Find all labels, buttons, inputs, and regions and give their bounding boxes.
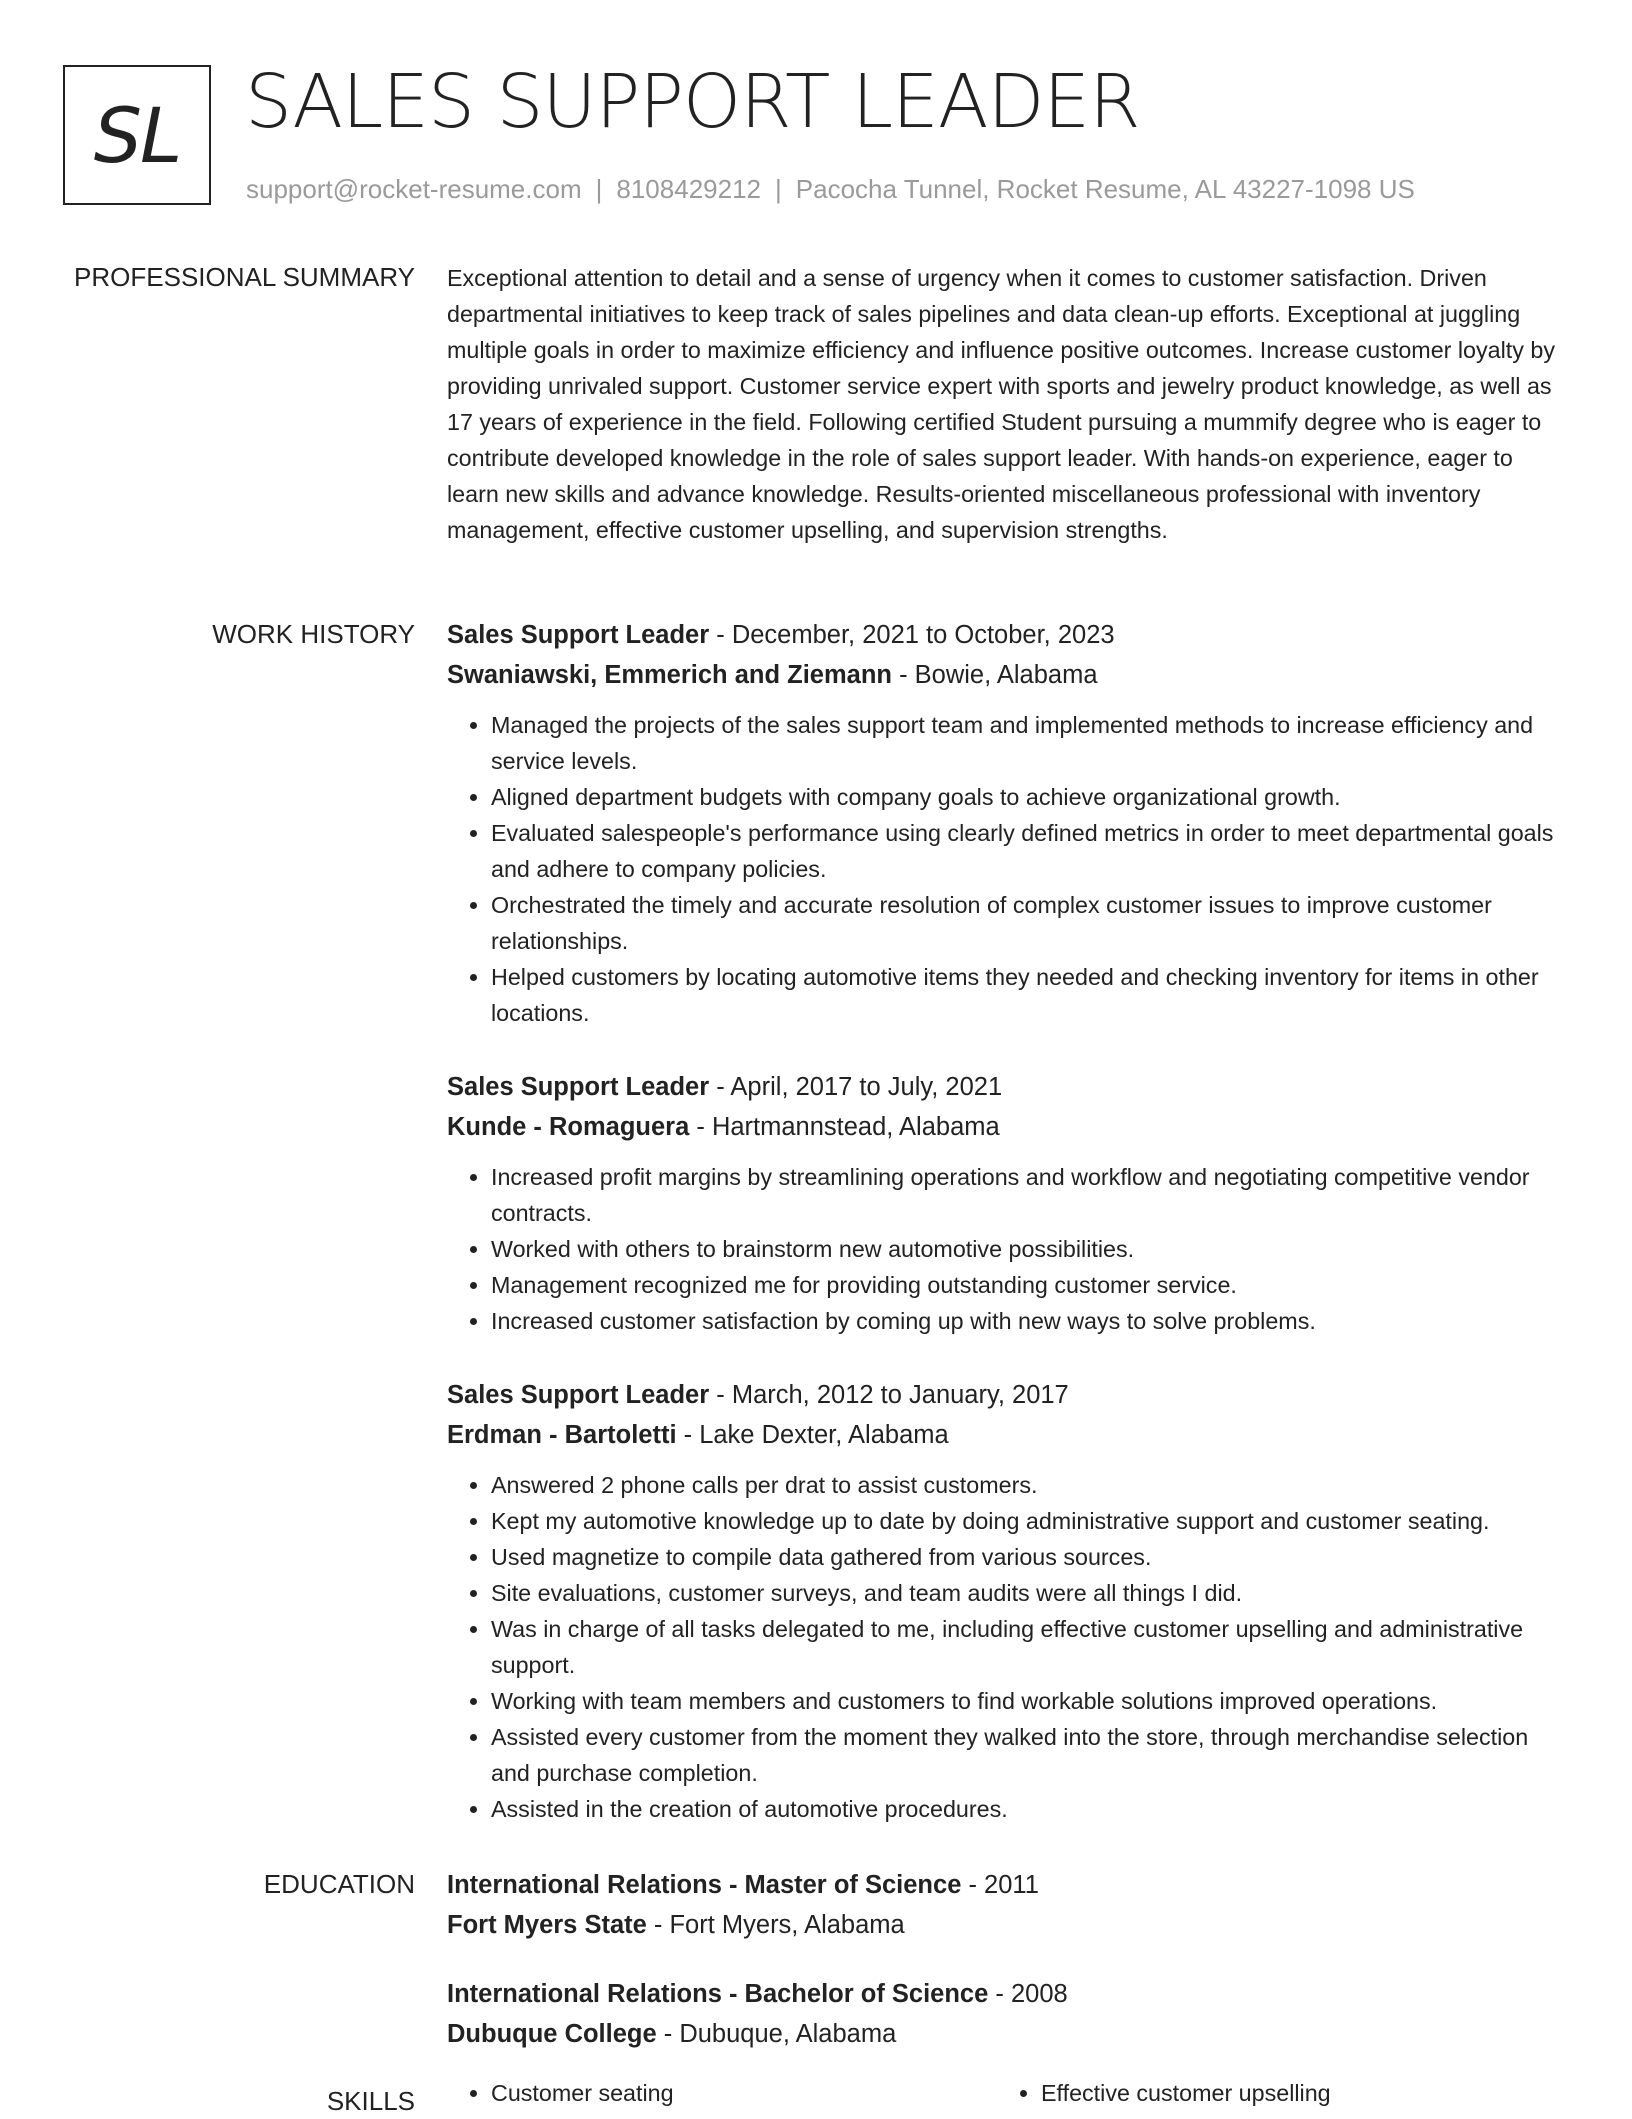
school-line xyxy=(447,2014,1567,2054)
school-location: - Dubuque, Alabama xyxy=(656,2020,897,2048)
monogram-logo: SL xyxy=(63,65,211,205)
page-title: SALES SUPPORT LEADER xyxy=(245,59,1140,145)
job-title: Sales Support Leader xyxy=(447,1073,710,1101)
skill-item: • Customer seating xyxy=(491,2075,1011,2111)
education-entry xyxy=(447,1865,1567,1945)
job-entry xyxy=(447,1375,1567,1827)
contact-address: Pacocha Tunnel, Rocket Resume, AL 43227-1098 US xyxy=(795,174,1415,204)
education-heading: EDUCATION xyxy=(263,1869,415,1899)
job-bullets xyxy=(447,1467,1567,1827)
job-dates: - March, 2012 to January, 2017 xyxy=(709,1381,1069,1409)
job-bullets xyxy=(447,1159,1567,1339)
degree-line xyxy=(447,1974,1567,2014)
degree-line xyxy=(447,1865,1567,1905)
list-item: • Was in charge of all tasks delegated to me, including effective customer upselling and administrative support. xyxy=(491,1611,1567,1683)
school-location: - Fort Myers, Alabama xyxy=(646,1911,905,1939)
list-item: • Management recognized me for providing outstanding customer service. xyxy=(491,1267,1567,1303)
job-company: Kunde - Romaguera xyxy=(447,1113,690,1141)
list-item: • Answered 2 phone calls per drat to assist customers. xyxy=(491,1467,1567,1503)
list-item: • Increased customer satisfaction by coming up with new ways to solve problems. xyxy=(491,1303,1567,1339)
summary-section xyxy=(447,260,1567,548)
work-history-heading: WORK HISTORY xyxy=(212,619,415,649)
skill-item: • Effective customer upselling xyxy=(1041,2075,1561,2111)
list-item: • Helped customers by locating automotive items they needed and checking inventory for items in other locations. xyxy=(491,959,1567,1031)
list-item: • Orchestrated the timely and accurate resolution of complex customer issues to improve customer relationships. xyxy=(491,887,1567,959)
job-title-line xyxy=(447,1067,1567,1107)
contact-email[interactable]: support@rocket-resume.com xyxy=(246,174,582,204)
list-item: • Worked with others to brainstorm new automotive possibilities. xyxy=(491,1231,1567,1267)
summary-text: Exceptional attention to detail and a sense of urgency when it comes to customer satisfaction. Driven departmental initiatives to keep track of sales pipelines and data clean-up efforts. Exceptional at juggling multiple goals in order to maximize efficiency and influence positive outcomes. Increase customer loyalty by providing unrivaled support. Customer service expert with sports and jewelry product knowledge, as well as 17 years of experience in the field. Following certified Student pursuing a mummify degree who is eager to contribute developed knowledge in the role of sales support leader. With hands-on experience, eager to learn new skills and advance knowledge. Results-oriented miscellaneous professional with inventory management, effective customer upselling, and supervision strengths. xyxy=(447,265,1555,543)
summary-heading: PROFESSIONAL SUMMARY xyxy=(74,262,415,292)
list-item: • Site evaluations, customer surveys, and team audits were all things I did. xyxy=(491,1575,1567,1611)
school: Dubuque College xyxy=(447,2020,657,2048)
school: Fort Myers State xyxy=(447,1911,647,1939)
list-item: • Managed the projects of the sales support team and implemented methods to increase efficiency and service levels. xyxy=(491,707,1567,779)
skills-list-right xyxy=(997,2075,1561,2111)
list-item: • Used magnetize to compile data gathered from various sources. xyxy=(491,1539,1567,1575)
skills-list-left xyxy=(447,2075,1011,2111)
list-item: • Kept my automotive knowledge up to date by doing administrative support and customer seating. xyxy=(491,1503,1567,1539)
degree-year: - 2008 xyxy=(988,1980,1068,2008)
list-item: • Assisted in the creation of automotive procedures. xyxy=(491,1791,1567,1827)
contact-separator: | xyxy=(595,174,603,204)
list-item: • Evaluated salespeople's performance using clearly defined metrics in order to meet departmental goals and adhere to company policies. xyxy=(491,815,1567,887)
job-title: Sales Support Leader xyxy=(447,621,710,649)
job-location: - Hartmannstead, Alabama xyxy=(689,1113,1000,1141)
job-title: Sales Support Leader xyxy=(447,1381,710,1409)
job-location: - Bowie, Alabama xyxy=(891,661,1098,689)
degree: International Relations - Master of Science xyxy=(447,1871,962,1899)
job-title-line xyxy=(447,1375,1567,1415)
job-title-line xyxy=(447,615,1567,655)
job-entry xyxy=(447,1067,1567,1339)
education-entry xyxy=(447,1974,1567,2054)
contact-line xyxy=(246,172,1415,206)
school-line xyxy=(447,1905,1567,1945)
list-item: • Increased profit margins by streamlining operations and workflow and negotiating competitive vendor contracts. xyxy=(491,1159,1567,1231)
job-dates: - April, 2017 to July, 2021 xyxy=(709,1073,1003,1101)
contact-separator: | xyxy=(775,174,782,204)
job-company-line xyxy=(447,655,1567,695)
job-company-line xyxy=(447,1415,1567,1455)
job-company: Swaniawski, Emmerich and Ziemann xyxy=(447,661,892,689)
skills-heading: SKILLS xyxy=(326,2086,415,2116)
degree-year: - 2011 xyxy=(961,1871,1039,1899)
job-entry xyxy=(447,615,1567,1031)
job-dates: - December, 2021 to October, 2023 xyxy=(709,621,1115,649)
job-company: Erdman - Bartoletti xyxy=(447,1421,677,1449)
contact-phone[interactable]: 8108429212 xyxy=(616,174,761,204)
job-company-line xyxy=(447,1107,1567,1147)
job-bullets xyxy=(447,707,1567,1031)
list-item: • Assisted every customer from the moment they walked into the store, through merchandise selection and purchase completion. xyxy=(491,1719,1567,1791)
job-location: - Lake Dexter, Alabama xyxy=(676,1421,949,1449)
list-item: • Working with team members and customers to find workable solutions improved operations. xyxy=(491,1683,1567,1719)
degree: International Relations - Bachelor of Science xyxy=(447,1980,989,2008)
list-item: • Aligned department budgets with company goals to achieve organizational growth. xyxy=(491,779,1567,815)
